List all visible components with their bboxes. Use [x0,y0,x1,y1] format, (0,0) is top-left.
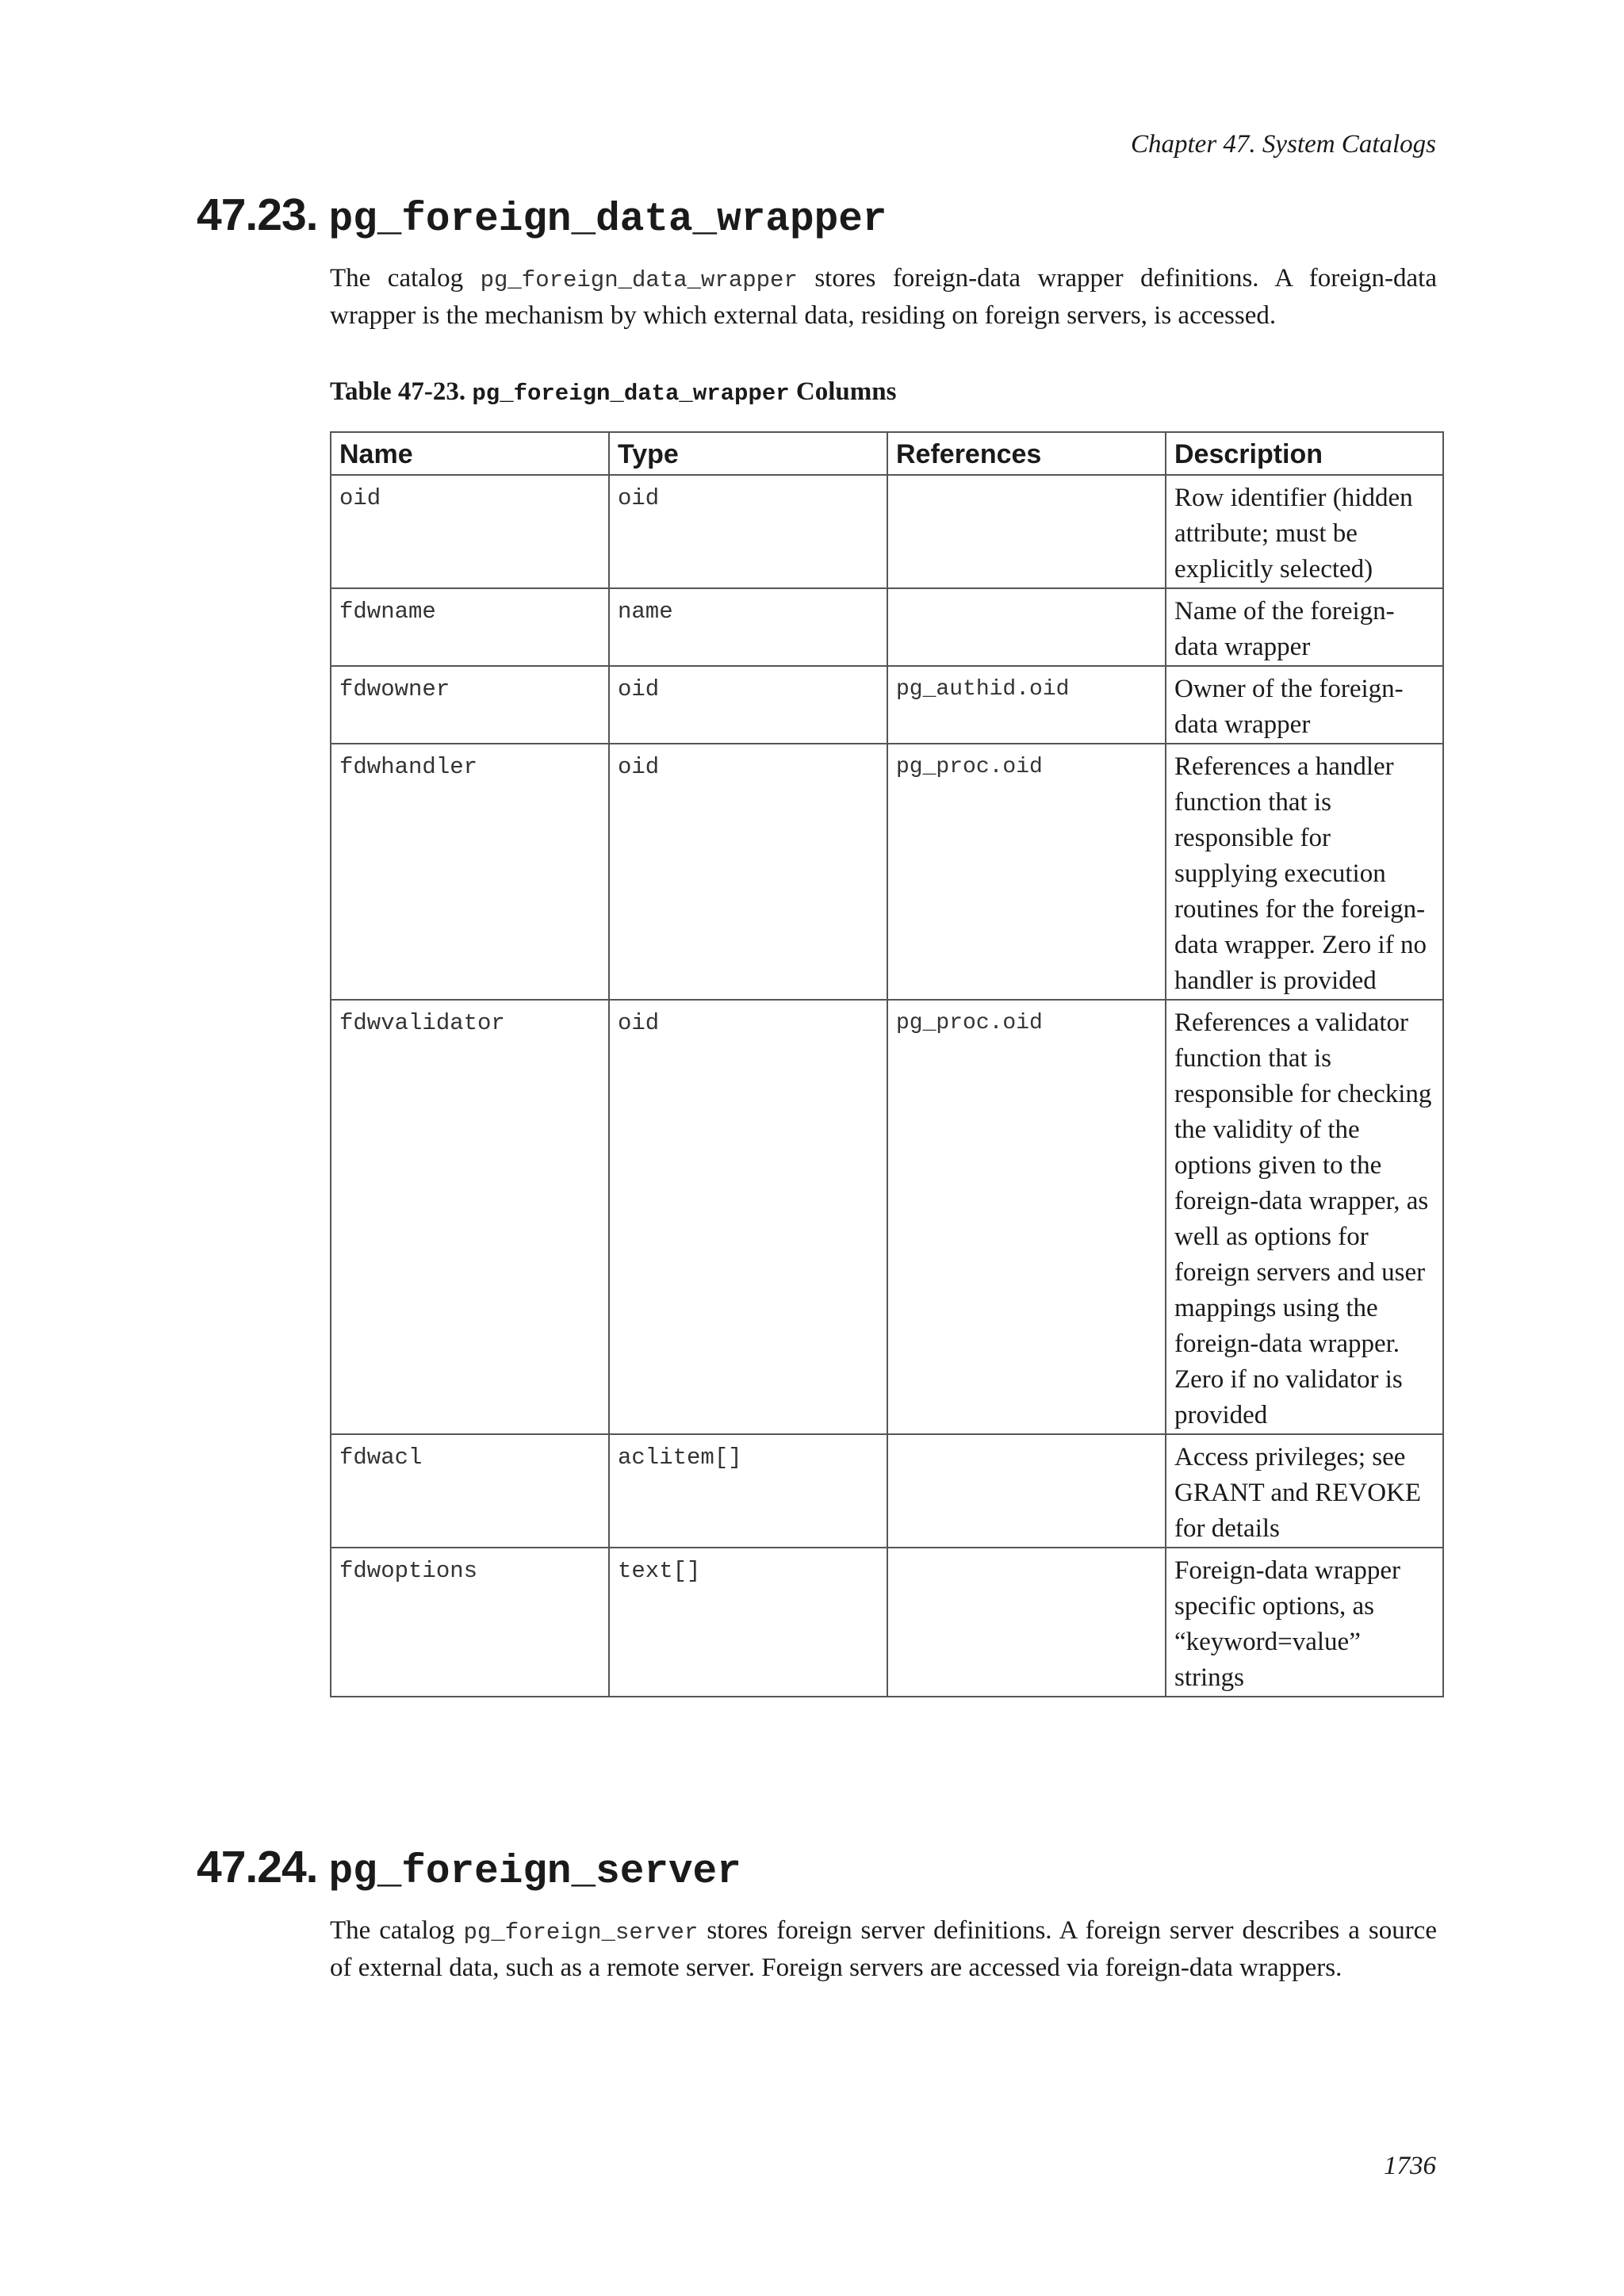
page-number: 1736 [1384,2152,1436,2180]
column-header-description: Description [1166,432,1443,475]
section-heading-pg-foreign-server [197,1839,741,1901]
table-row [331,475,1443,588]
section-intro-paragraph [330,1913,1437,1986]
columns-table [330,431,1444,1697]
table-header-row [331,432,1443,475]
table-row [331,588,1443,666]
table-row [331,1548,1443,1697]
cell-description: References a validator function that is responsible for checking the validity of the options given to the foreign-data wrapper, as well as options for foreign servers and user mappings using the foreign-data wrapper. Zero if no validator is provided [1166,1000,1443,1434]
cell-name: fdwacl [331,1434,609,1548]
cell-description: Access privileges; see GRANT and REVOKE for details [1166,1434,1443,1548]
cell-description: Row identifier (hidden attribute; must be explicitly selected) [1166,475,1443,588]
intro-text-start: The catalog [330,1916,464,1945]
intro-text-end: stores foreign-data wrapper definitions. A foreign-data wrapper is the mechanism by which external data, residing on foreign servers, is accessed. [330,264,1437,330]
intro-text-end: stores foreign server definitions. A foreign server describes a source of external data, such as a remote server. Foreign servers are accessed via foreign-data wrappers. [330,1916,1437,1982]
cell-name: fdwhandler [331,744,609,1000]
table-caption-prefix: Table 47-23. [330,377,473,406]
cell-type: oid [609,1000,887,1434]
column-header-name: Name [331,432,609,475]
table-row [331,1434,1443,1548]
section-title: pg_foreign_server [328,1850,741,1895]
table-row [331,666,1443,744]
section-number: 47.23. [197,189,318,240]
running-header: Chapter 47. System Catalogs [1131,130,1436,159]
catalog-name-code: pg_foreign_data_wrapper [480,267,798,293]
section-title: pg_foreign_data_wrapper [328,197,887,243]
table-row [331,744,1443,1000]
cell-references [887,475,1166,588]
table-caption-suffix: Columns [789,377,897,406]
cell-type: oid [609,475,887,588]
table-caption-code: pg_foreign_data_wrapper [472,381,790,407]
cell-name: fdwowner [331,666,609,744]
cell-references [887,1548,1166,1697]
cell-type: text[] [609,1548,887,1697]
cell-name: oid [331,475,609,588]
cell-type: aclitem[] [609,1434,887,1548]
cell-description: Owner of the foreign-data wrapper [1166,666,1443,744]
intro-text-start: The catalog [330,264,481,293]
cell-references [887,1434,1166,1548]
cell-description: Name of the foreign-data wrapper [1166,588,1443,666]
section-heading-pg-foreign-data-wrapper [197,187,887,249]
cell-description: Foreign-data wrapper specific options, as “keyword=value” strings [1166,1548,1443,1697]
cell-type: oid [609,666,887,744]
cell-name: fdwoptions [331,1548,609,1697]
table-caption [330,374,896,411]
cell-references: pg_authid.oid [887,666,1166,744]
cell-name: fdwvalidator [331,1000,609,1434]
cell-name: fdwname [331,588,609,666]
cell-references: pg_proc.oid [887,744,1166,1000]
table-row [331,1000,1443,1434]
column-header-references: References [887,432,1166,475]
cell-references: pg_proc.oid [887,1000,1166,1434]
section-intro-paragraph [330,261,1437,334]
section-number: 47.24. [197,1842,318,1892]
catalog-name-code: pg_foreign_server [463,1919,699,1946]
cell-type: name [609,588,887,666]
cell-description: References a handler function that is responsible for supplying execution routines for the foreign-data wrapper. Zero if no handler is provided [1166,744,1443,1000]
cell-references [887,588,1166,666]
cell-type: oid [609,744,887,1000]
column-header-type: Type [609,432,887,475]
